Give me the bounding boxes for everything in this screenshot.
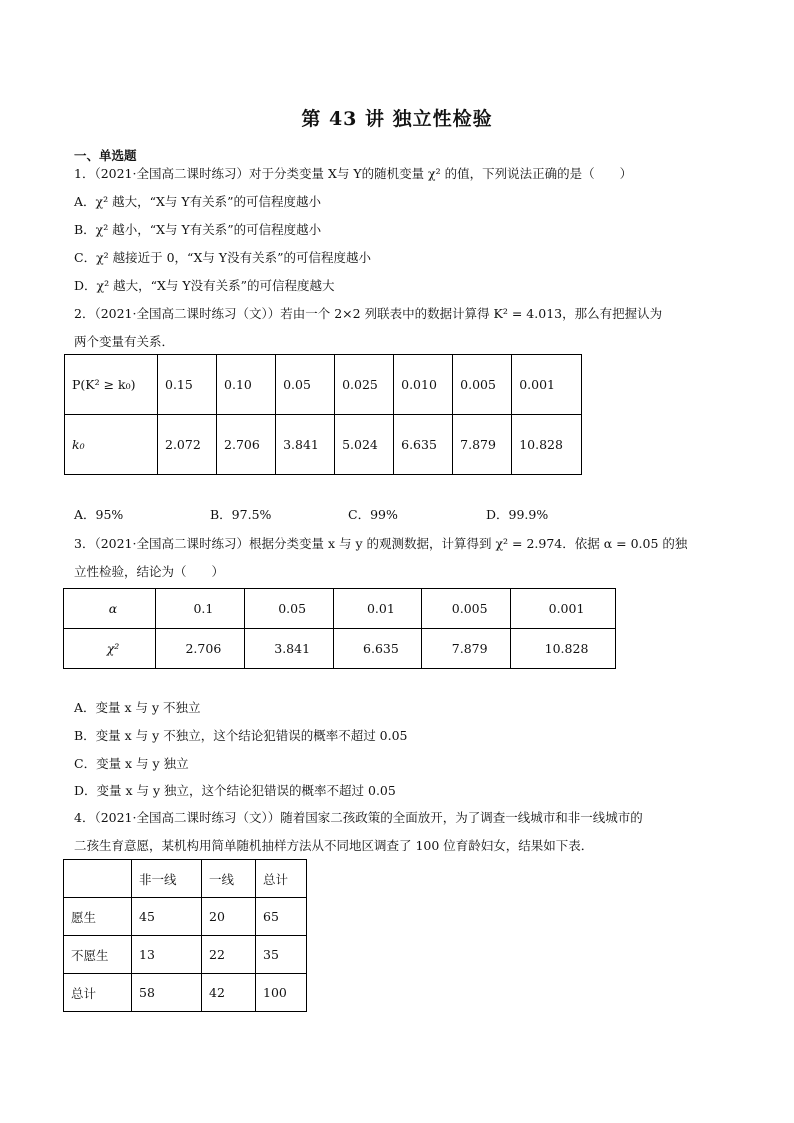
- table-row: [64, 898, 307, 936]
- table-cell: α: [64, 589, 156, 629]
- table-cell: 0.15: [158, 355, 217, 415]
- q2-option-c: C．99%: [348, 507, 398, 522]
- table-cell: [64, 860, 132, 898]
- table-cell: 0.005: [422, 589, 511, 629]
- table-row: [64, 589, 616, 629]
- q1-option-a: A．χ² 越大，“X与 Y有关系”的可信程度越小: [74, 194, 321, 209]
- table-cell: 2.706: [217, 415, 276, 475]
- q3-option-a: A．变量 x 与 y 不独立: [74, 700, 201, 715]
- table-cell: 0.01: [333, 589, 422, 629]
- q3-option-c: C．变量 x 与 y 独立: [74, 756, 189, 771]
- page-title: 第 43 讲 独立性检验: [301, 108, 493, 130]
- table-cell: 45: [132, 898, 202, 936]
- table-cell: 65: [256, 898, 307, 936]
- table-cell: 5.024: [335, 415, 394, 475]
- table-cell: 0.05: [276, 355, 335, 415]
- table-cell: 58: [132, 974, 202, 1012]
- table-row: [64, 629, 616, 669]
- table-cell: 100: [256, 974, 307, 1012]
- q1-stem: 1．（2021·全国高二课时练习）对于分类变量 X与 Y的随机变量 χ² 的值，下列说法正确的是（ ）: [74, 166, 633, 181]
- q2-stem-line1: 2．（2021·全国高二课时练习（文））若由一个 2×2 列联表中的数据计算得 K² = 4.013，那么有把握认为: [74, 306, 663, 321]
- table-cell: 10.828: [512, 415, 582, 475]
- table-cell: P(K² ≥ k₀): [65, 355, 158, 415]
- section-heading: 一、单选题: [74, 148, 137, 163]
- table-cell: 0.025: [335, 355, 394, 415]
- q3-option-d: D．变量 x 与 y 独立，这个结论犯错误的概率不超过 0.05: [74, 783, 396, 798]
- table-header-row: [64, 860, 307, 898]
- table-cell: 愿生: [64, 898, 132, 936]
- q2-option-d: D．99.9%: [486, 507, 549, 522]
- q1-option-b: B．χ² 越小，“X与 Y有关系”的可信程度越小: [74, 222, 322, 237]
- table-cell: 7.879: [453, 415, 512, 475]
- table-cell: 42: [202, 974, 256, 1012]
- table-cell: 0.05: [244, 589, 333, 629]
- table-cell: 35: [256, 936, 307, 974]
- table-cell: 7.879: [422, 629, 511, 669]
- table-cell: 不愿生: [64, 936, 132, 974]
- table-row: [65, 355, 582, 415]
- table-cell: 总计: [64, 974, 132, 1012]
- table-cell: k₀: [65, 415, 158, 475]
- q2-stem-line2: 两个变量有关系．: [74, 334, 175, 349]
- q2-option-b: B．97.5%: [210, 507, 272, 522]
- table-cell: 6.635: [333, 629, 422, 669]
- table-cell: 20: [202, 898, 256, 936]
- table-cell: 3.841: [244, 629, 333, 669]
- q4-stem-line2: 二孩生育意愿，某机构用简单随机抽样方法从不同地区调查了 100 位育龄妇女，结果如下表．: [74, 838, 594, 853]
- q3-stem-line1: 3．（2021·全国高二课时练习）根据分类变量 x 与 y 的观测数据，计算得到 χ² = 2.974．依据 α = 0.05 的独: [74, 536, 688, 551]
- table-cell: 10.828: [511, 629, 616, 669]
- table-cell: 2.706: [156, 629, 245, 669]
- table-cell: 13: [132, 936, 202, 974]
- table-cell: 0.001: [511, 589, 616, 629]
- table-row: [65, 415, 582, 475]
- table-cell: 2.072: [158, 415, 217, 475]
- table-row: [64, 936, 307, 974]
- q1-option-d: D．χ² 越大，“X与 Y没有关系”的可信程度越大: [74, 278, 335, 293]
- table-cell: 非一线: [132, 860, 202, 898]
- table-cell: 0.005: [453, 355, 512, 415]
- table-cell: 0.001: [512, 355, 582, 415]
- table-cell: 3.841: [276, 415, 335, 475]
- table-cell: 6.635: [394, 415, 453, 475]
- q3-option-b: B．变量 x 与 y 不独立，这个结论犯错误的概率不超过 0.05: [74, 728, 408, 743]
- table-cell: χ²: [64, 629, 156, 669]
- table-cell: 总计: [256, 860, 307, 898]
- table-cell: 22: [202, 936, 256, 974]
- table-cell: 0.010: [394, 355, 453, 415]
- q3-stem-line2: 立性检验，结论为（ ）: [74, 564, 225, 579]
- table-row: [64, 974, 307, 1012]
- q4-survey-table: [63, 859, 307, 1012]
- q3-critical-value-table: [63, 588, 616, 669]
- table-cell: 0.10: [217, 355, 276, 415]
- q4-stem-line1: 4．（2021·全国高二课时练习（文））随着国家二孩政策的全面放开，为了调查一线城市和非一线城市的: [74, 810, 643, 825]
- q1-option-c: C．χ² 越接近于 0，“X与 Y没有关系”的可信程度越小: [74, 250, 371, 265]
- table-cell: 一线: [202, 860, 256, 898]
- q2-critical-value-table: [64, 354, 582, 475]
- table-cell: 0.1: [156, 589, 245, 629]
- q2-option-a: A．95%: [74, 507, 124, 522]
